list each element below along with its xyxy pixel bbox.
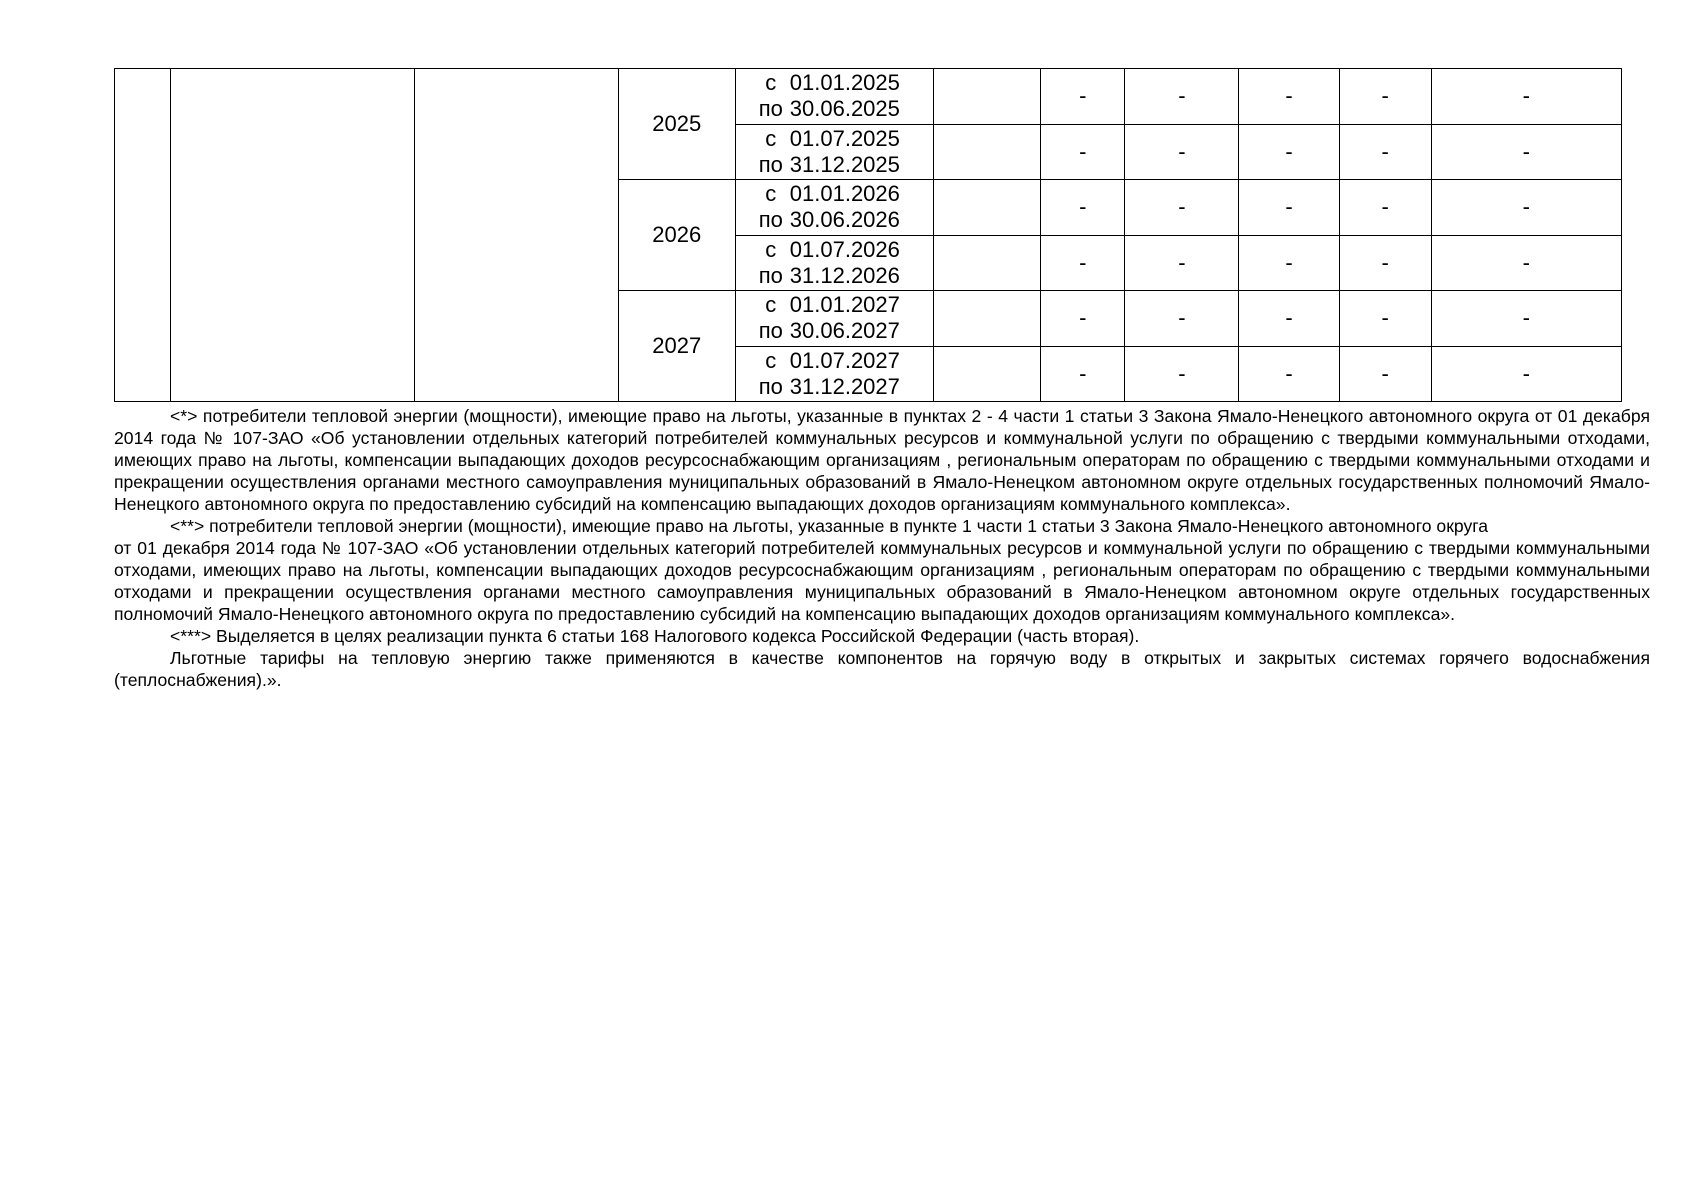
tariff-value-cell: - (1041, 69, 1125, 125)
row-number-cell (115, 69, 171, 402)
tariff-value-cell: - (1431, 346, 1621, 402)
period-cell (735, 346, 933, 402)
empty-cell (934, 180, 1041, 236)
tariff-value-cell: - (1239, 291, 1339, 347)
tariff-value-cell: - (1041, 346, 1125, 402)
period-cell (735, 291, 933, 347)
period-start-date: 01.01.2027 (789, 292, 900, 318)
footnote-2-first-line: <**> потребители тепловой энергии (мощности), имеющие право на льготы, указанные в пункте 1 части 1 статьи 3 Закона Ямало-Ненецкого автономного округа (170, 516, 1489, 536)
tariff-value-cell: - (1041, 235, 1125, 291)
tariff-value-cell: - (1125, 291, 1239, 347)
period-end-date: 31.12.2027 (789, 373, 900, 399)
period-start (752, 348, 933, 374)
period-start-date: 01.07.2027 (789, 347, 900, 373)
period-start (752, 126, 933, 152)
period-cell (735, 180, 933, 236)
tariff-value-cell: - (1041, 291, 1125, 347)
table-row (115, 69, 1622, 125)
tariff-value-cell: - (1125, 235, 1239, 291)
period-start-label: с (765, 347, 777, 373)
footnotes (114, 405, 1650, 691)
tariff-value-cell: - (1339, 124, 1431, 180)
period-end (752, 263, 933, 289)
year-cell: 2027 (618, 291, 735, 402)
tariff-value-cell: - (1431, 291, 1621, 347)
period-start (752, 181, 933, 207)
tariff-value-cell: - (1431, 180, 1621, 236)
tariff-value-cell: - (1041, 124, 1125, 180)
empty-cell (934, 235, 1041, 291)
period-end-date: 30.06.2027 (789, 318, 900, 344)
empty-cell (934, 69, 1041, 125)
tariff-value-cell: - (1339, 346, 1431, 402)
empty-cell (934, 346, 1041, 402)
tariff-value-cell: - (1239, 69, 1339, 125)
year-cell: 2026 (618, 180, 735, 291)
period-start-label: с (765, 181, 777, 207)
footnote-3: <***> Выделяется в целях реализации пункта 6 статьи 168 Налогового кодекса Российской Федерации (часть вторая). (170, 626, 1140, 646)
footnote-2-continuation: от 01 декабря 2014 года № 107-ЗАО «Об установлении отдельных категорий потребителей коммунальных ресурсов и коммунальной услуги по обращению с твердыми коммунальными отходами, имеющих право на льготы, компенсации выпадающих доходов ресурсоснабжающим организациям , региональным операторам по обращению с твердыми коммунальными отходами и прекращении осуществления органами местного самоуправления муниципальных образований в Ямало-Ненецком автономном округе отдельных государственных полномочий Ямало-Ненецкого автономного округа по предоставлению субсидий на компенсацию выпадающих доходов организациям коммунального комплекса». (114, 538, 1650, 624)
period-end-label: по (758, 262, 783, 288)
period-start-label: с (765, 70, 777, 96)
period-start-date: 01.07.2025 (789, 125, 900, 151)
period-end (752, 207, 933, 233)
period-cell (735, 235, 933, 291)
period-end-label: по (758, 96, 783, 122)
tariff-value-cell: - (1125, 69, 1239, 125)
period-start-date: 01.07.2026 (789, 236, 900, 262)
period-end-label: по (758, 318, 783, 344)
tariff-value-cell: - (1431, 69, 1621, 125)
period-start-label: с (765, 236, 777, 262)
indicator-cell (415, 69, 618, 402)
tariff-value-cell: - (1339, 235, 1431, 291)
consumer-category-cell (171, 69, 415, 402)
tariff-value-cell: - (1239, 235, 1339, 291)
period-cell (735, 69, 933, 125)
empty-cell (934, 124, 1041, 180)
period-end (752, 152, 933, 178)
period-start (752, 237, 933, 263)
period-end-date: 30.06.2025 (789, 96, 900, 122)
tariff-value-cell: - (1339, 180, 1431, 236)
period-cell (735, 124, 933, 180)
tariff-table (114, 68, 1622, 402)
period-end-date: 30.06.2026 (789, 207, 900, 233)
empty-cell (934, 291, 1041, 347)
tariff-value-cell: - (1239, 346, 1339, 402)
period-end (752, 96, 933, 122)
tariff-value-cell: - (1339, 69, 1431, 125)
tariff-value-cell: - (1431, 124, 1621, 180)
tariff-value-cell: - (1125, 180, 1239, 236)
period-start-date: 01.01.2026 (789, 181, 900, 207)
tariff-value-cell: - (1339, 291, 1431, 347)
period-end-label: по (758, 207, 783, 233)
period-end (752, 374, 933, 400)
period-end (752, 318, 933, 344)
period-start-label: с (765, 292, 777, 318)
tariff-table-body (115, 69, 1622, 402)
period-start (752, 70, 933, 96)
tariff-value-cell: - (1239, 124, 1339, 180)
period-end-label: по (758, 151, 783, 177)
footnote-1: <*> потребители тепловой энергии (мощности), имеющие право на льготы, указанные в пунктах 2 - 4 части 1 статьи 3 Закона Ямало-Ненецкого автономного округа от 01 декабря 2014 года № 107-ЗАО «Об установлении отдельных категорий потребителей коммунальных ресурсов и коммунальной услуги по обращению с твердыми коммунальными отходами, имеющих право на льготы, компенсации выпадающих доходов ресурсоснабжающим организациям , региональным операторам по обращению с твердыми коммунальными отходами и прекращении осуществления органами местного самоуправления муниципальных образований в Ямало-Ненецком автономном округе отдельных государственных полномочий Ямало-Ненецкого автономного округа по предоставлению субсидий на компенсацию выпадающих доходов организациям коммунального комплекса». (114, 406, 1650, 514)
period-start-label: с (765, 125, 777, 151)
period-end-date: 31.12.2025 (789, 151, 900, 177)
footnote-4: Льготные тарифы на тепловую энергию также применяются в качестве компонентов на горячую воду в открытых и закрытых системах горячего водоснабжения (теплоснабжения).». (114, 648, 1650, 690)
tariff-value-cell: - (1041, 180, 1125, 236)
period-start (752, 292, 933, 318)
tariff-value-cell: - (1431, 235, 1621, 291)
tariff-value-cell: - (1125, 346, 1239, 402)
year-cell: 2025 (618, 69, 735, 180)
period-end-date: 31.12.2026 (789, 262, 900, 288)
tariff-value-cell: - (1239, 180, 1339, 236)
period-end-label: по (758, 373, 783, 399)
tariff-value-cell: - (1125, 124, 1239, 180)
period-start-date: 01.01.2025 (789, 70, 900, 96)
